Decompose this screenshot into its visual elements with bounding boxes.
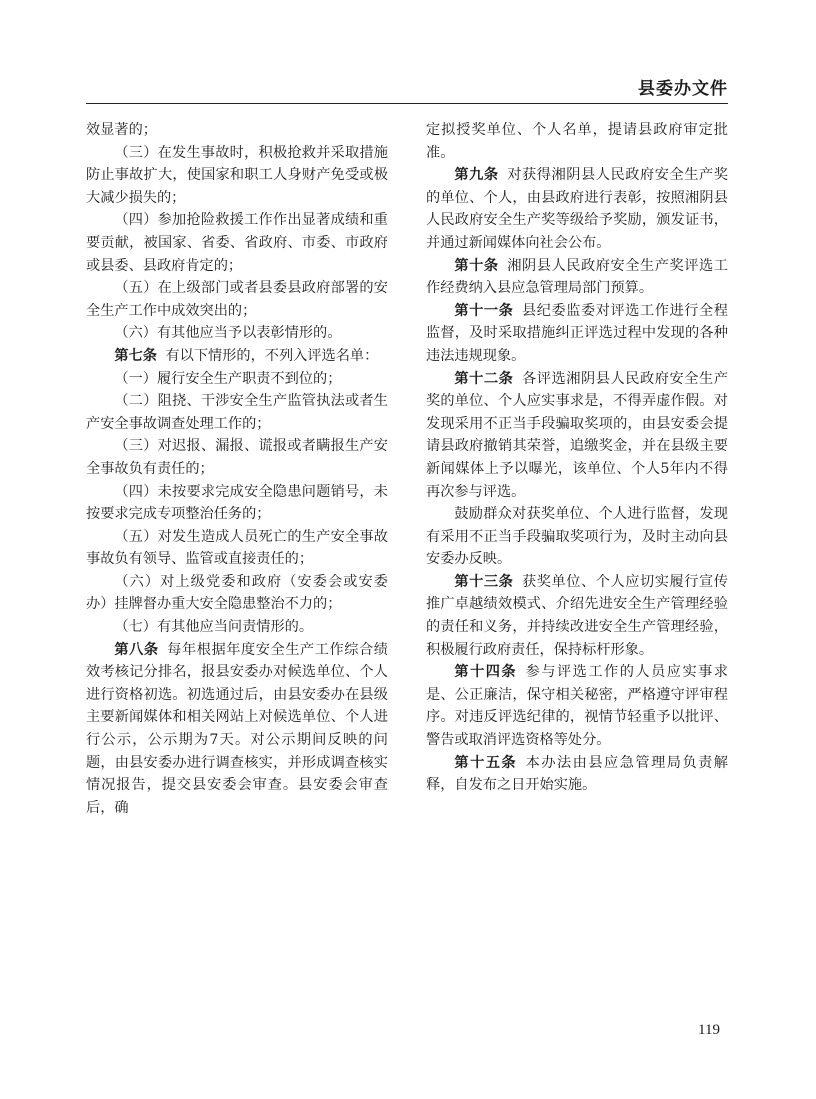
paragraph [86,571,388,616]
right-column [426,119,728,797]
paragraph-text: 各评选湘阴县人民政府安全生产奖的单位、个人应实事求是，不得弄虚作假。对发现采用不正当手段骗取奖项的，由县安委会提请县政府撤销其荣誉，追缴奖金，并在县级主要新闻媒体上予以曝光，该单位、个人5年内不得再次参与评选。 [426,370,728,500]
paragraph-text: （三）对迟报、漏报、谎报或者瞒报生产安全事故负有责任的； [86,438,388,477]
paragraph-text: 本办法由县应急管理局负责解释，自发布之日开始实施。 [426,754,728,794]
paragraph-text: 效显著的； [86,122,157,138]
left-column [86,119,388,819]
paragraph-text: 定拟授奖单位、个人名单，提请县政府审定批准。 [426,122,728,161]
paragraph-text: 鼓励群众对获奖单位、个人进行监督，发现有采用不正当手段骗取奖项行为，及时主动向县安委办反映。 [426,506,728,568]
paragraph-text: （五）对发生造成人员死亡的生产安全事故事故负有领导、监管或直接责任的； [86,528,388,568]
paragraph [86,368,388,391]
article-number: 第十三条 [454,573,514,590]
paragraph-text: （四）参加抢险救援工作作出显著成绩和重要贡献，被国家、省委、省政府、市委、市政府或县委、县政府肯定的； [86,212,388,274]
paragraph [426,571,728,661]
paragraph [86,209,388,277]
article-number: 第十一条 [454,302,514,319]
paragraph-text: （六）有其他应当予以表彰情形的。 [114,325,342,342]
paragraph [426,300,728,368]
page-header [86,78,728,104]
paragraph [86,481,388,526]
paragraph [86,616,388,639]
paragraph-text: 每年根据年度安全生产工作综合绩效考核记分排名，报县安委办对候选单位、个人进行资格初选。初选通过后，由县安委办在县级主要新闻媒体和相关网站上对候选单位、个人进行公示，公示期为7天。对公示期间反映的问题，由县安委办进行调查核实，并形成调查核实情况报告，提交县安委会审查。县安委会审查后，确 [86,641,388,816]
paragraph [86,277,388,322]
paragraph-text: （七）有其他应当问责情形的。 [114,619,314,636]
paragraph-text: （四）未按要求完成安全隐患问题销号，未按要求完成专项整治任务的； [86,483,388,523]
paragraph-text: （三）在发生事故时，积极抢救并采取措施防止事故扩大，使国家和职工人身财产免受或极大减少损失的； [86,144,388,206]
paragraph-text: 获奖单位、个人应切实履行宣传推广卓越绩效模式、介绍先进安全生产管理经验的责任和义务，并持续改进安全生产管理经验，积极履行政府责任，保持标杆形象。 [426,573,728,658]
paragraph [86,435,388,480]
paragraph-text: （五）在上级部门或者县委县政府部署的安全生产工作中成效突出的； [86,280,388,319]
paragraph [86,526,388,571]
page-number: 119 [698,1022,720,1038]
paragraph-text: （一）履行安全生产职责不到位的； [114,370,342,387]
paragraph-text: 县纪委监委对评选工作进行全程监督，及时采取措施纠正评选过程中发现的各种违法违规现象。 [426,302,728,364]
paragraph [426,255,728,300]
article-number: 第八条 [114,641,159,658]
paragraph-text: 有以下情形的，不列入评选名单： [165,347,379,364]
paragraph [86,639,388,820]
article-number: 第十四条 [454,664,518,681]
paragraph [426,503,728,571]
paragraph [86,142,388,210]
paragraph [426,368,728,504]
header-title: 县委办文件 [638,79,728,99]
paragraph [86,119,388,142]
paragraph-text: （二）阻挠、干涉安全生产监管执法或者生产安全事故调查处理工作的； [86,393,388,432]
article-number: 第十条 [454,257,499,274]
paragraph-text: 参与评选工作的人员应实事求是、公正廉洁，保守相关秘密，严格遵守评审程序。对违反评选纪律的，视情节轻重予以批评、警告或取消评选资格等处分。 [426,664,728,749]
paragraph-text: 湘阴县人民政府安全生产奖评选工作经费纳入县应急管理局部门预算。 [426,257,728,297]
paragraph [426,752,728,797]
paragraph [426,164,728,254]
article-number: 第七条 [114,347,157,364]
paragraph-text: 对获得湘阴县人民政府安全生产奖的单位、个人，由县政府进行表彰，按照湘阴县人民政府安全生产奖等级给予奖励，颁发证书，并通过新闻媒体向社会公布。 [426,167,728,251]
paragraph [426,661,728,751]
article-number: 第十二条 [454,370,514,387]
paragraph [426,119,728,164]
paragraph-text: （六）对上级党委和政府（安委会或安委办）挂牌督办重大安全隐患整治不力的； [86,573,388,613]
paragraph [86,390,388,435]
paragraph [86,322,388,345]
article-number: 第九条 [454,167,499,184]
paragraph [86,345,388,368]
article-number: 第十五条 [454,754,518,771]
header-rule [86,103,728,104]
